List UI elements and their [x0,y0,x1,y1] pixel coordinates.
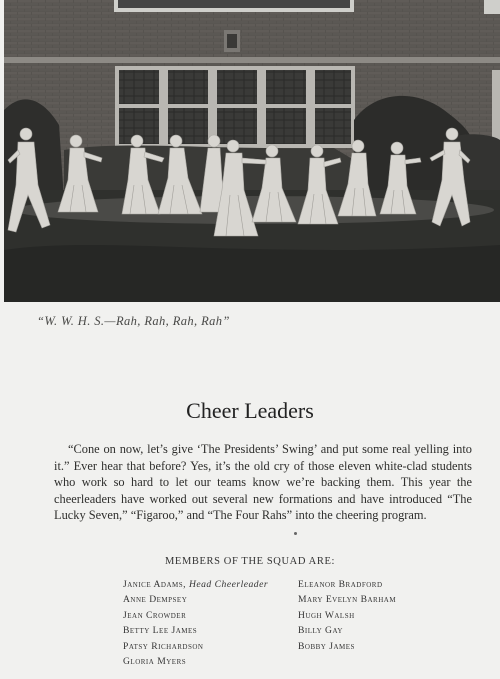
member-name: Mary Evelyn Barham [298,594,397,606]
member-item [123,623,268,638]
member-item [298,577,396,592]
members-list-right [298,577,396,654]
photo-caption: “W. W. H. S.—Rah, Rah, Rah, Rah” [37,314,230,328]
member-name: Hugh Walsh [298,609,355,621]
body-paragraph: “Cone on now, let’s give ‘The Presidents’ Swing’ and put some real yelling into it.” Ever hear that before? Yes, it’s the old cry of those eleven white-clad students who work so hard to let our teams know we’re backing them. This year the cheerleaders have worked out several new formations and have introduced “The Lucky Seven,” “Figaroo,” and “The Four Rahs” into the cheering program. [54,442,472,522]
member-name: Billy Gay [298,625,343,637]
member-item [298,592,396,607]
member-name: Patsy Richardson [123,640,204,652]
member-role: Head Cheerleader [188,579,269,590]
cheerleaders-photo-illustration [4,0,500,302]
cheerleaders-photo [4,0,500,302]
member-name: Gloria Myers [123,656,187,668]
member-name: Bobby James [298,640,355,652]
member-item [298,623,396,638]
member-item [123,608,268,623]
member-item [123,577,268,592]
member-item [123,654,268,669]
ornament-dot [294,532,297,535]
member-item [298,639,396,654]
member-name: Janice Adams, [123,579,187,590]
member-name: Jean Crowder [123,609,187,621]
members-heading: MEMBERS OF THE SQUAD ARE: [165,556,335,567]
member-name: Anne Dempsey [123,594,188,606]
member-item [123,639,268,654]
member-name: Betty Lee James [123,625,198,637]
member-item [123,592,268,607]
member-name: Eleanor Bradford [298,579,383,590]
members-list-left [123,577,268,669]
page-title: Cheer Leaders [186,398,314,423]
member-item [298,608,396,623]
